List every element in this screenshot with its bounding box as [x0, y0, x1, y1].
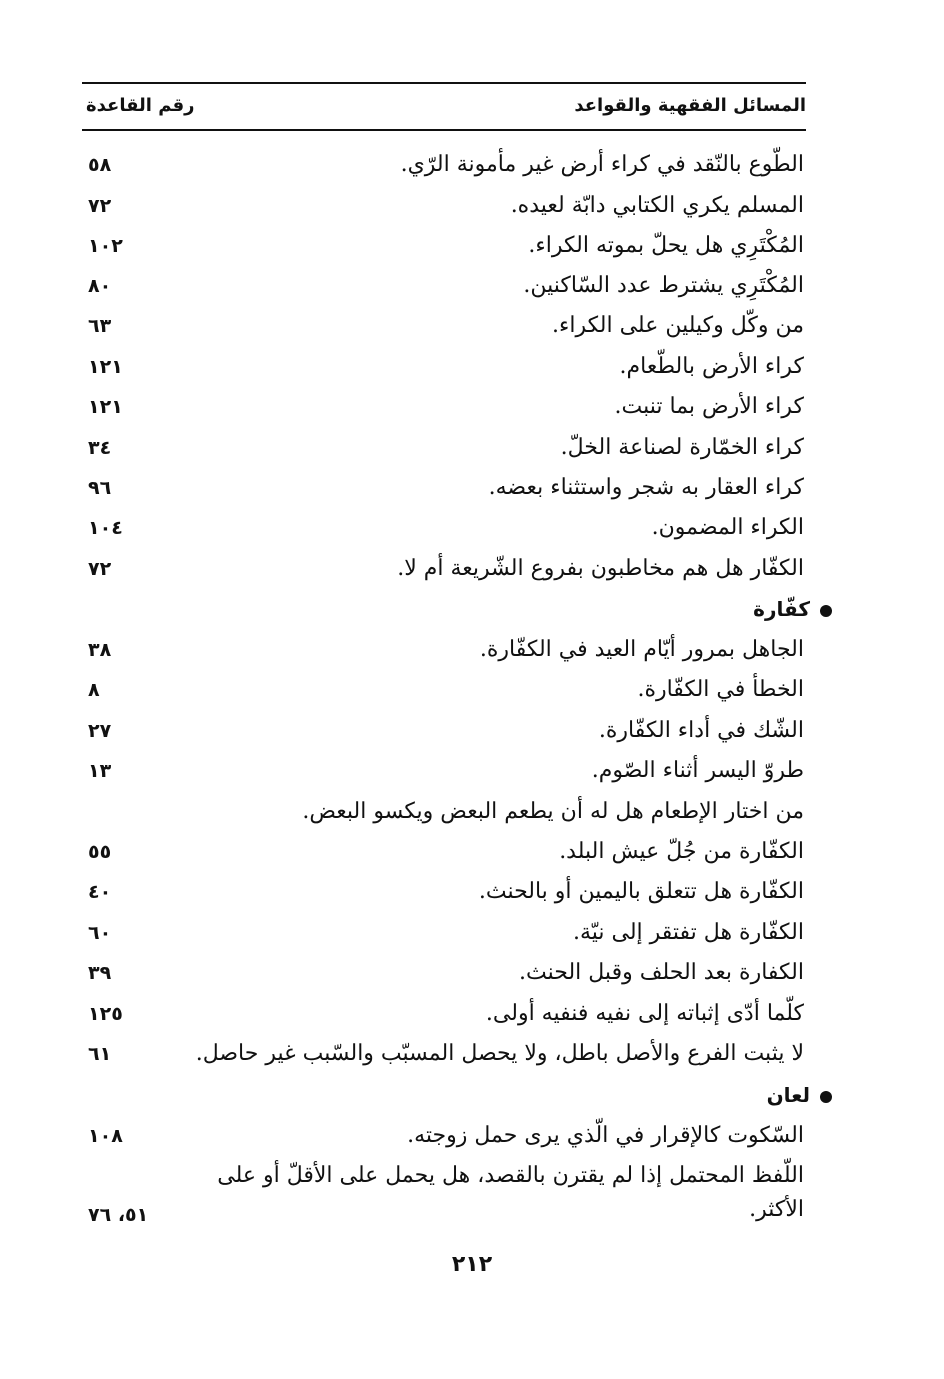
entry-text: المُكْتَرِي يشترط عدد السّاكنين. — [523, 273, 804, 298]
entry-rule-number: ٥٥ — [88, 841, 112, 863]
entry-text: المسلم يكري الكتابي دابّة لعيده. — [510, 193, 804, 218]
entry-rule-number: ٨٠ — [88, 275, 112, 297]
entry-rule-number: ١٠٢ — [88, 235, 123, 257]
index-entry — [80, 186, 804, 226]
entry-rule-number: ٣٤ — [88, 437, 112, 459]
entry-rule-number: ١٢١ — [88, 396, 123, 418]
entry-rule-number: ١٠٤ — [88, 517, 123, 539]
entry-text: الكفّارة من جُلّ عيش البلد. — [559, 839, 804, 864]
index-entry — [80, 347, 804, 387]
entry-text: الطّوع بالنّقد في كراء أرض غير مأمونة الرّي. — [400, 152, 804, 177]
entry-rule-number: ٦١ — [88, 1043, 112, 1065]
index-entry — [80, 630, 804, 670]
column-label-rule-number: رقم القاعدة — [86, 95, 195, 116]
entry-rule-number: ١٢٥ — [88, 1003, 123, 1025]
entry-text: من وكّل وكيلين على الكراء. — [552, 313, 804, 338]
entry-text: كراء الخمّارة لصناعة الخلّ. — [560, 435, 804, 460]
running-header-title: المسائل الفقهية والقواعد — [574, 95, 806, 116]
entry-text: اللّفظ المحتمل إذا لم يقترن بالقصد، هل يحمل على الأقلّ أو على الأكثر. — [217, 1163, 804, 1222]
entry-text: الكفّار هل هم مخاطبون بفروع الشّريعة أم لا. — [397, 556, 804, 581]
entry-rule-number: ٤٠ — [88, 881, 112, 903]
section-heading-kaffara — [753, 589, 832, 629]
entry-rule-number: ٣٨ — [88, 639, 112, 661]
index-entry — [80, 953, 804, 993]
index-entry — [80, 508, 804, 548]
index-entry — [80, 913, 804, 953]
entry-text: الشّك في أداء الكفّارة. — [598, 718, 804, 743]
index-entry — [80, 994, 804, 1034]
index-entry — [80, 751, 804, 791]
entry-text: الكفارة بعد الحلف وقبل الحنث. — [519, 960, 804, 985]
entry-rule-number: ١٣ — [88, 760, 112, 782]
entry-rule-number: ٦٣ — [88, 315, 112, 337]
index-entry — [80, 1116, 804, 1156]
bullet-icon — [820, 605, 832, 617]
index-entry — [80, 1034, 804, 1074]
entry-rule-number: ٢٧ — [88, 720, 112, 742]
index-entry — [80, 872, 804, 912]
entry-rule-number: ٧٢ — [88, 558, 112, 580]
entry-text: كراء العقار به شجر واستثناء بعضه. — [488, 475, 804, 500]
entry-rule-number: ٣٩ — [88, 962, 112, 984]
entry-text: كلّما أدّى إثباته إلى نفيه فنفيه أولى. — [485, 1001, 804, 1026]
page-number: ٢١٢ — [451, 1252, 493, 1277]
index-entry — [80, 792, 804, 832]
entry-rule-number: ١٢١ — [88, 356, 123, 378]
entry-text: السّكوت كالإقرار في الّذي يرى حمل زوجته. — [407, 1123, 804, 1148]
index-entry — [80, 226, 804, 266]
index-entry — [80, 145, 804, 185]
entry-text: كراء الأرض بالطّعام. — [619, 354, 804, 379]
index-entry — [80, 468, 804, 508]
index-entry — [80, 387, 804, 427]
index-entry — [80, 428, 804, 468]
index-entry — [80, 306, 804, 346]
entry-text: الكفّارة هل تتعلق باليمين أو بالحنث. — [478, 879, 804, 904]
entry-text: طروّ اليسر أثناء الصّوم. — [591, 758, 804, 783]
entry-text: لا يثبت الفرع والأصل باطل، ولا يحصل المسبّب والسّبب غير حاصل. — [195, 1041, 804, 1066]
entry-rule-number: ١٠٨ — [88, 1125, 123, 1147]
index-entry — [80, 549, 804, 589]
entry-rule-number: ٧٢ — [88, 195, 112, 217]
entry-text: المُكْتَرِي هل يحلّ بموته الكراء. — [528, 233, 804, 258]
index-entry — [80, 711, 804, 751]
entry-text: الكفّارة هل تفتقر إلى نيّة. — [572, 920, 804, 945]
section-title: كفّارة — [753, 597, 810, 621]
index-entry-multiline — [80, 1157, 804, 1237]
entry-rule-number: ٩٦ — [88, 477, 112, 499]
entry-text: كراء الأرض بما تنبت. — [614, 394, 804, 419]
index-entry — [80, 670, 804, 710]
section-heading-liaan — [767, 1075, 832, 1115]
entry-text: الكراء المضمون. — [651, 515, 804, 540]
entry-rule-number: ٦٠ — [88, 922, 112, 944]
bullet-icon — [820, 1091, 832, 1103]
entry-text: الجاهل بمرور أيّام العيد في الكفّارة. — [479, 637, 804, 662]
entry-text: الخطأ في الكفّارة. — [637, 677, 804, 702]
index-entry — [80, 832, 804, 872]
entry-rule-number: ٥٨ — [88, 154, 112, 176]
entry-text: من اختار الإطعام هل له أن يطعم البعض ويكسو البعض. — [302, 799, 804, 824]
index-entry — [80, 266, 804, 306]
section-title: لعان — [766, 1083, 810, 1107]
entry-rule-number: ٥١، ٧٦ — [88, 1204, 149, 1226]
entry-rule-number: ٨ — [88, 679, 100, 701]
